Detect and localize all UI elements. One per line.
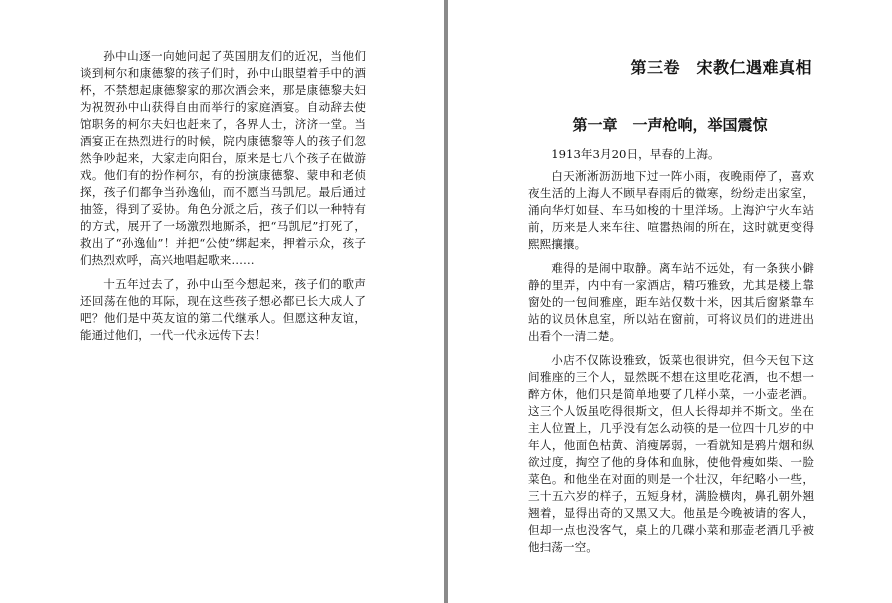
left-page-body <box>80 48 366 351</box>
right-paragraph-1: 白天淅淅沥沥地下过一阵小雨，夜晚雨停了，喜欢夜生活的上海人不顾早春雨后的微寒，纷纷走出家室，涌向华灯如昼、车马如梭的十里洋场。上海沪宁火车站前，历来是人来车往、喧嚣热闹的所在，这时就更变得熙熙攘攘。 <box>528 169 814 251</box>
right-paragraph-2: 难得的是闹中取静。离车站不远处，有一条狭小僻静的里弄，内中有一家酒店，精巧雅致，尤其是楼上靠窗处的一包间雅座，距车站仅数十米，因其后窗紧靠车站的议员休息室，所以站在窗前，可将议员们的进进出出看个一清二楚。 <box>528 261 814 343</box>
left-page <box>0 0 444 603</box>
chapter-title: 第一章 一声枪响，举国震惊 <box>572 116 768 134</box>
left-paragraph-1: 孙中山逐一向她问起了英国朋友们的近况，当他们谈到柯尔和康德黎的孩子们时，孙中山眼望着手中的酒杯，不禁想起康德黎家的那次酒会来，那是康德黎夫妇为祝贺孙中山获得自由而举行的家庭酒宴。自动辞去使馆职务的柯尔夫妇也赶来了，各界人士，济济一堂。当酒宴正在热烈进行的时候，院内康德黎等人的孩子们忽然争吵起来，大家走向阳台，原来是七八个孩子在做游戏。他们有的扮作柯尔，有的扮演康德黎、蒙申和老侦探，孩子们都争当孙逸仙，而不愿当马凯尼。最后通过抽签，得到了妥协。角色分派之后，孩子们以一种特有的方式，展开了一场激烈地厮杀，把“马凯尼”打死了，救出了“孙逸仙”！并把“公使”绑起来，押着示众，孩子们热烈欢呼，高兴地唱起歌来…… <box>80 49 366 267</box>
left-paragraph-2: 十五年过去了，孙中山至今想起来，孩子们的歌声还回荡在他的耳际，现在这些孩子想必都已长大成人了吧？他们是中英友谊的第二代继承人。但愿这种友谊，能通过他们，一代一代永远传下去！ <box>80 277 366 342</box>
right-page <box>448 0 892 603</box>
right-page-body <box>528 168 814 563</box>
date-line-block <box>528 146 814 170</box>
right-paragraph-3: 小店不仅陈设雅致，饭菜也很讲究，但今天包下这间雅座的三个人，显然既不想在这里吃花酒，也不想一醉方休，他们只是简单地要了几样小菜，一小壶老酒。这三个人饭虽吃得很斯文，但人长得却并不斯文。坐在主人位置上，几乎没有怎么动筷的是一位四十几岁的中年人，他面色枯黄、消瘦孱弱，一看就知是鸦片烟和纵欲过度，掏空了他的身体和血脉，使他骨瘦如柴、一脸菜色。和他坐在对面的则是一个壮汉，年纪略小一些，三十五六岁的样子，五短身材，满脸横肉，鼻孔朝外翘翘着，显得出奇的又黑又大。他虽是今晚被请的客人，但却一点也没客气，桌上的几碟小菜和那壶老酒几乎被他扫荡一空。 <box>528 353 814 554</box>
date-line: 1913年3月20日，早春的上海。 <box>551 147 720 161</box>
volume-title: 第三卷 宋教仁遇难真相 <box>630 58 812 77</box>
